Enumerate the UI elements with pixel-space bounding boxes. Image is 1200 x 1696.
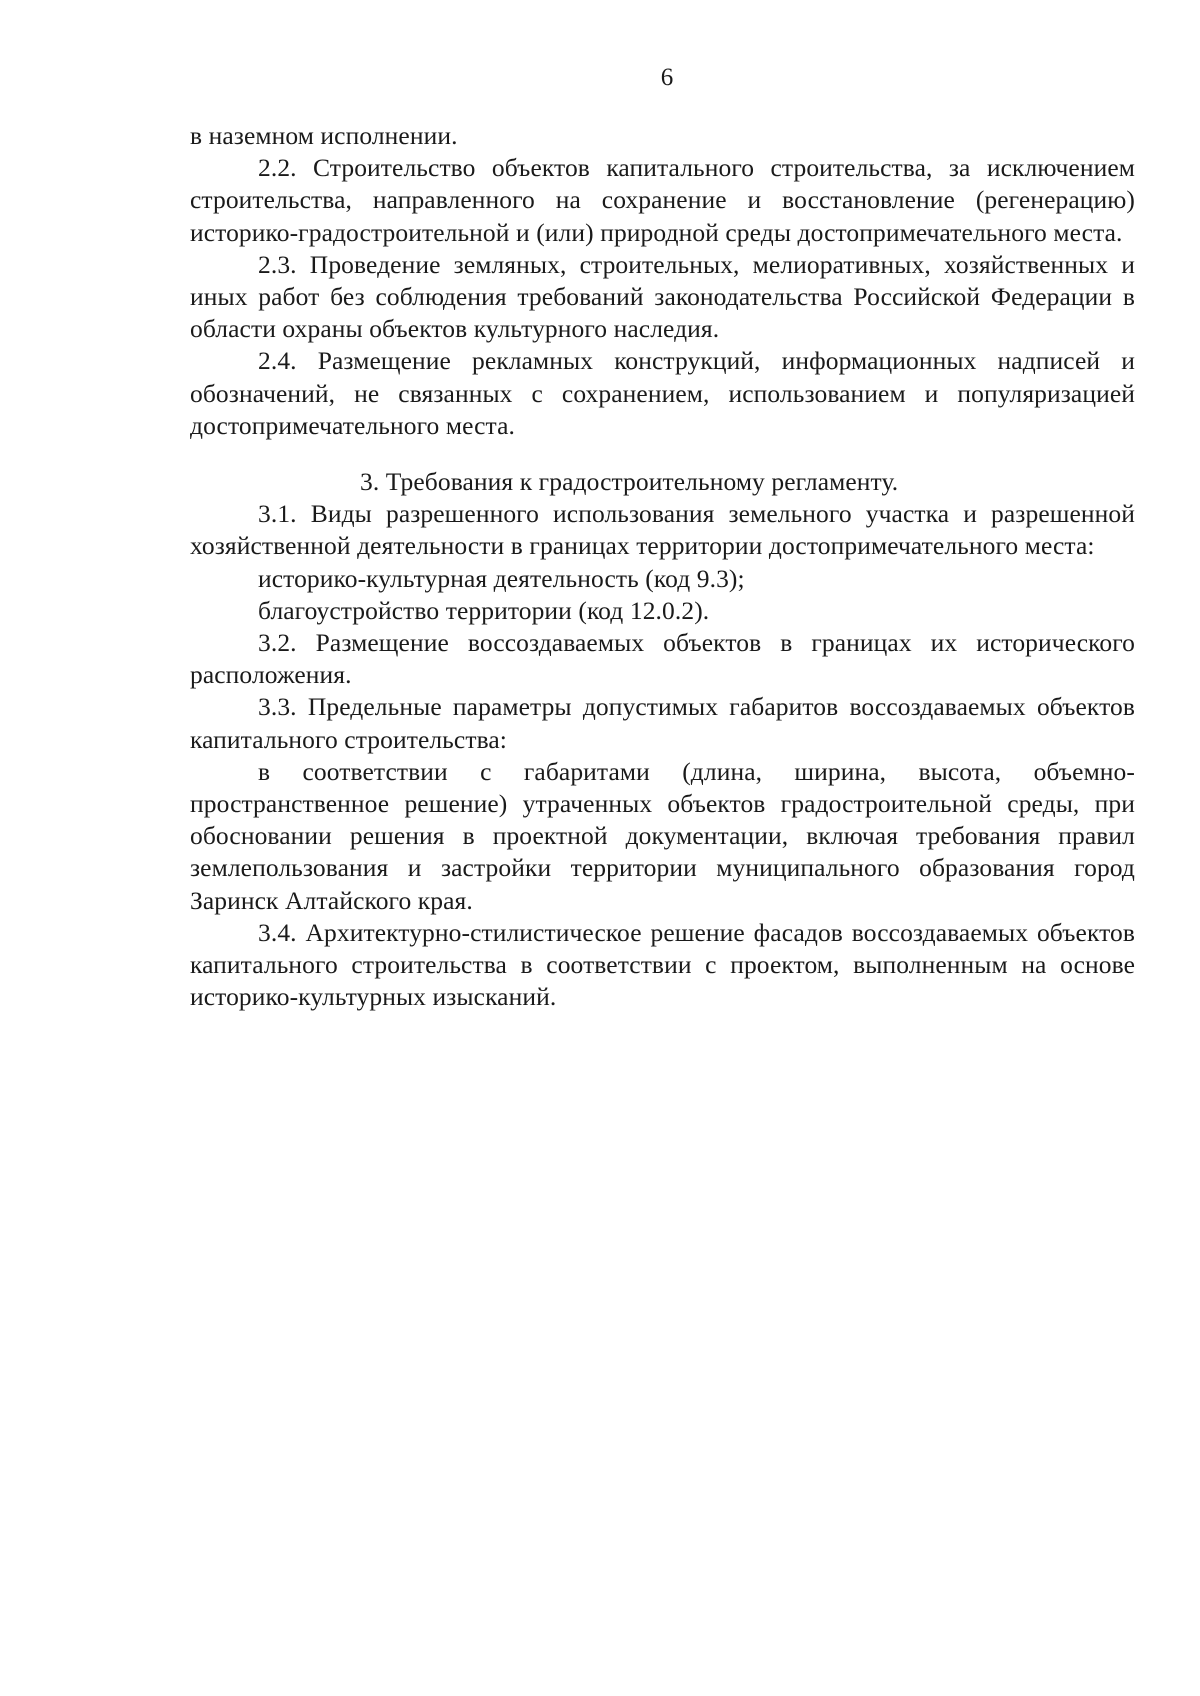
paragraph-2-2: 2.2. Строительство объектов капитального строительства, за исключением строительства, направленного на сохранение и восстановление (регенерацию) историко-градостроительной и (или) природной среды достопримечательного места. [190,153,1135,247]
list-item-code-12-0-2: благоустройство территории (код 12.0.2). [258,595,710,625]
paragraph-3-3-detail: в соответствии с габаритами (длина, ширина, высота, объемно-пространственное решение) утраченных объектов градостроительной среды, при обосновании решения в проектной документации, включая требования правил землепользования и застройки территории муниципального образования город Заринск Алтайского края. [190,756,1135,915]
document-body [190,120,1135,1013]
paragraph-3-4: 3.4. Архитектурно-стилистическое решение фасадов воссоздаваемых объектов капитального строительства в соответствии с проектом, выполненным на основе историко-культурных изысканий. [190,917,1135,1012]
paragraph-2-4: 2.4. Размещение рекламных конструкций, информационных надписей и обозначений, не связанных с сохранением, использованием и популяризацией достопримечательного места. [190,346,1135,440]
paragraph-continuation: в наземном исполнении. [190,121,458,150]
list-item-code-9-3: историко-культурная деятельность (код 9.3); [258,563,745,593]
paragraph-3-1: 3.1. Виды разрешенного использования земельного участка и разрешенной хозяйственной деятельности в границах территории достопримечательного места: [190,499,1135,561]
paragraph-3-3: 3.3. Предельные параметры допустимых габаритов воссоздаваемых объектов капитального строительства: [190,692,1135,754]
page-number: 6 [660,64,674,91]
section-heading-3: 3. Требования к градостроительному регламенту. [360,467,899,497]
paragraph-2-3: 2.3. Проведение земляных, строительных, мелиоративных, хозяйственных и иных работ без соблюдения требований законодательства Российской Федерации в области охраны объектов культурного наследия. [190,249,1135,344]
paragraph-3-2: 3.2. Размещение воссоздаваемых объектов в границах их исторического расположения. [190,628,1135,690]
